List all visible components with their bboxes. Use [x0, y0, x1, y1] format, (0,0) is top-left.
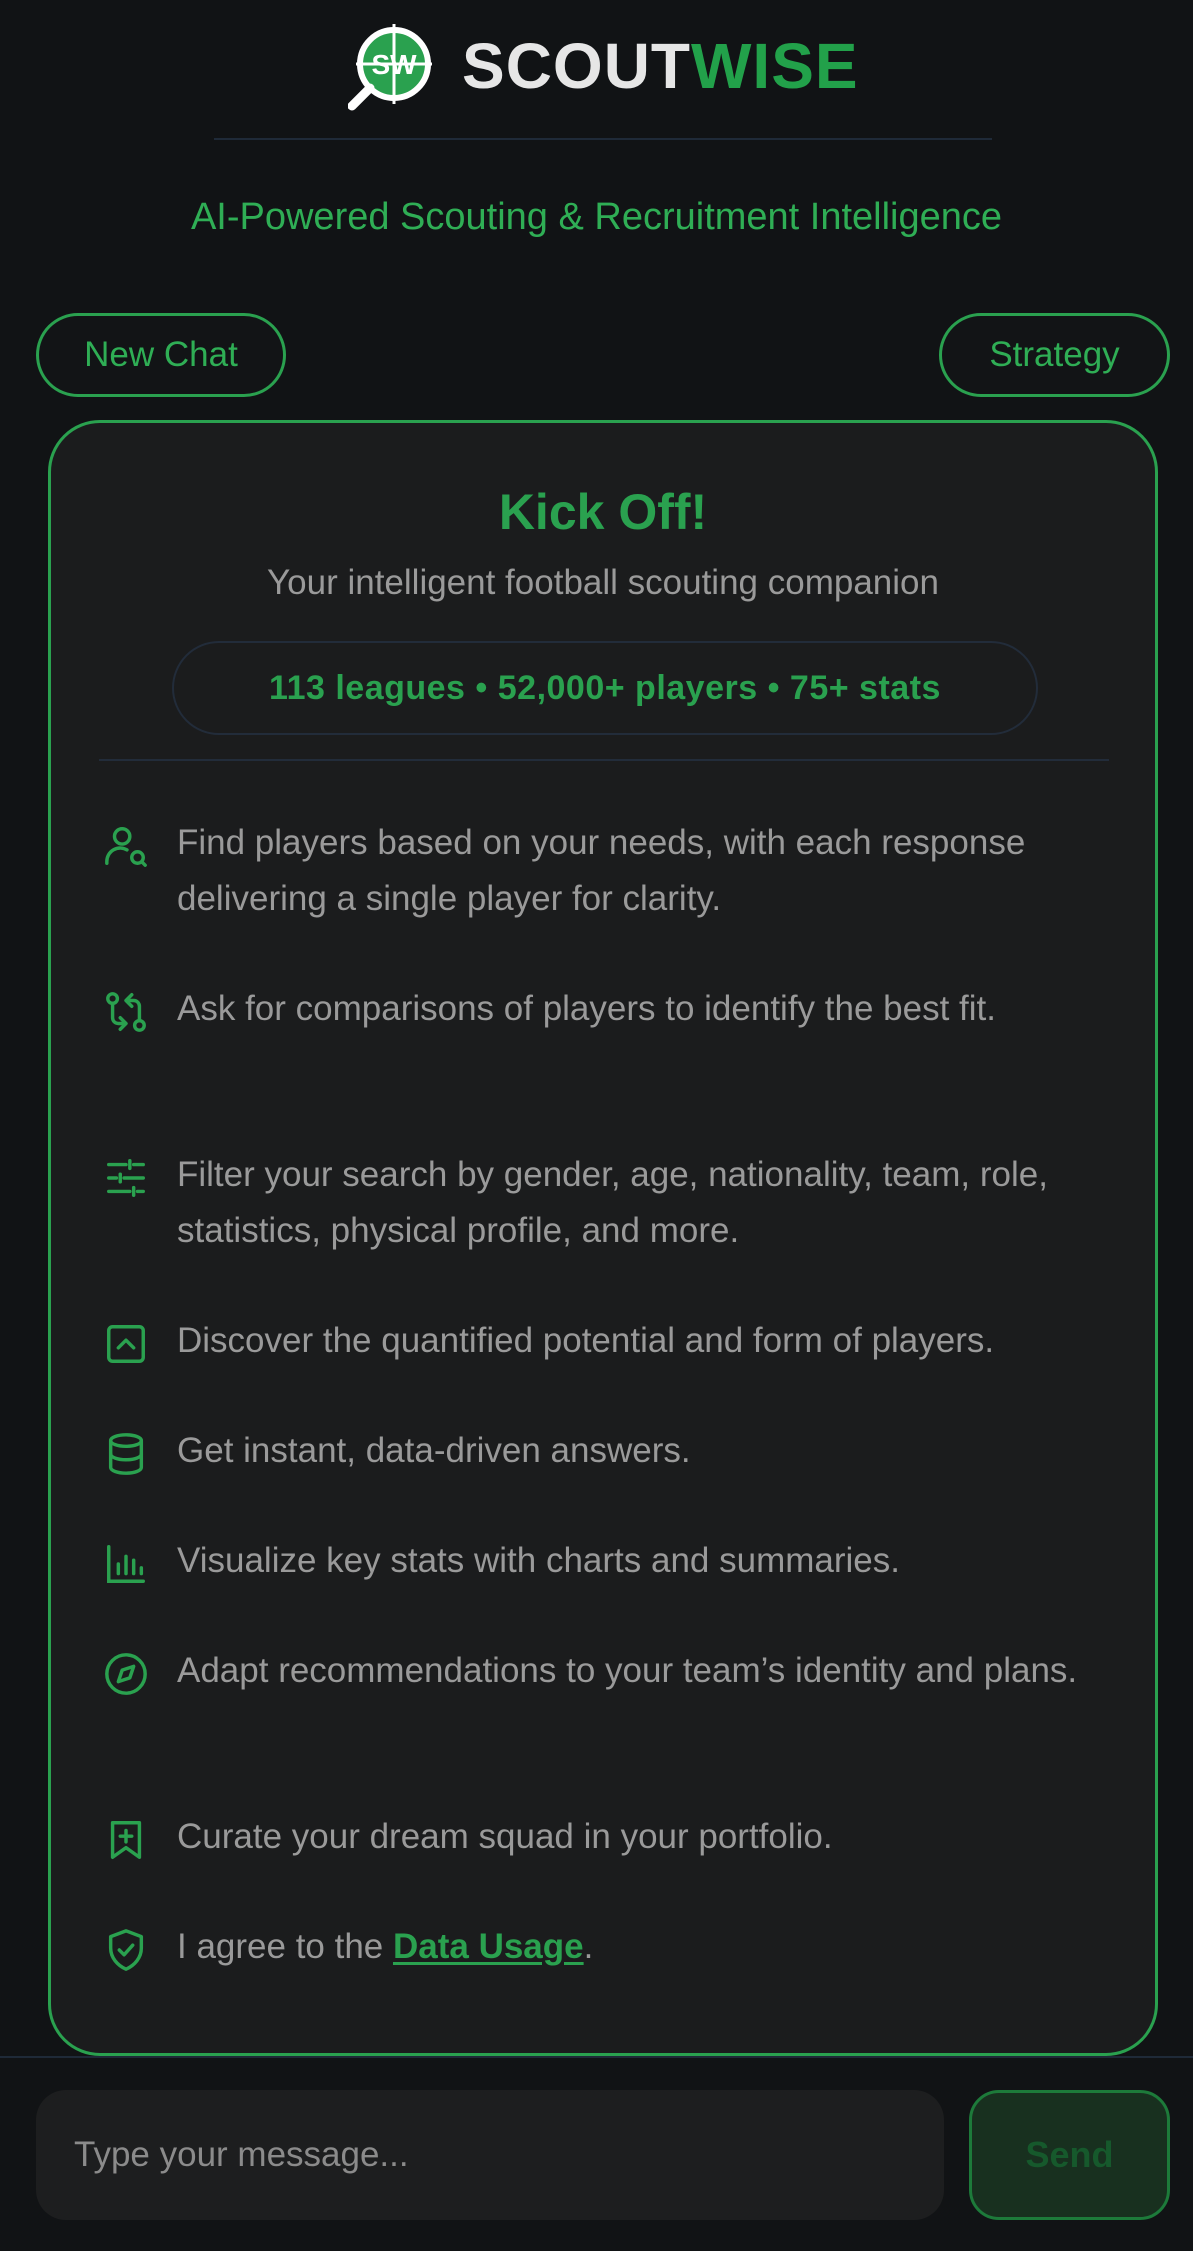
send-button[interactable]: Send: [969, 2090, 1170, 2220]
feature-text: Discover the quantified potential and form of players.: [177, 1321, 995, 1360]
new-chat-button[interactable]: New Chat: [36, 313, 286, 397]
feature-text: Adapt recommendations to your team’s identity and plans.: [177, 1651, 1078, 1690]
feature-item-answers: [103, 1423, 1143, 1479]
feature-item-adapt: [103, 1643, 1143, 1699]
tagline: AI-Powered Scouting & Recruitment Intelligence: [190, 196, 1003, 238]
feature-item-find-players: [103, 815, 1143, 927]
sliders-icon: [103, 1155, 149, 1201]
feature-text: Curate your dream squad in your portfolio.: [177, 1817, 833, 1856]
bookmark-plus-icon: [103, 1817, 149, 1863]
card-divider: [99, 759, 1109, 761]
feature-item-compare: [103, 981, 1143, 1037]
welcome-subtitle: Your intelligent football scouting companion: [267, 563, 939, 602]
app-header: [0, 0, 1193, 238]
feature-item-portfolio: [103, 1809, 1143, 1865]
svg-text:SW: SW: [371, 49, 417, 80]
header-divider: [214, 138, 992, 140]
message-input[interactable]: [36, 2090, 944, 2220]
agreement-prefix: I agree to the: [177, 1927, 393, 1966]
feature-text: Filter your search by gender, age, nationality, team, role, statistics, physical profile, and more.: [177, 1155, 1048, 1250]
shield-check-icon: [103, 1927, 149, 1973]
brand-name-part2: WISE: [691, 30, 859, 102]
welcome-title: Kick Off!: [498, 484, 708, 540]
feature-text: Ask for comparisons of players to identify the best fit.: [177, 989, 996, 1028]
data-usage-agreement: [103, 1919, 1143, 1975]
stats-badge: 113 leagues • 52,000+ players • 75+ stats: [172, 641, 1038, 735]
agreement-suffix: .: [583, 1927, 594, 1966]
data-usage-link[interactable]: Data Usage: [392, 1927, 584, 1966]
feature-item-filter: [103, 1147, 1143, 1259]
feature-text: Get instant, data-driven answers.: [177, 1431, 691, 1470]
brand-name: [462, 20, 859, 112]
composer-divider: [0, 2056, 1193, 2058]
feature-text: Visualize key stats with charts and summaries.: [177, 1541, 900, 1580]
compare-arrows-icon: [103, 989, 149, 1035]
user-search-icon: [103, 823, 149, 869]
agreement-text: [177, 1919, 1097, 1975]
welcome-card: [48, 420, 1158, 2056]
compass-icon: [103, 1651, 149, 1697]
strategy-button[interactable]: Strategy: [939, 313, 1170, 397]
magnifier-logo-icon: [348, 20, 432, 112]
bar-chart-icon: [103, 1541, 149, 1587]
feature-item-visualize: [103, 1533, 1143, 1589]
chevron-up-square-icon: [103, 1321, 149, 1367]
feature-text: Find players based on your needs, with each response delivering a single player for clarity.: [177, 823, 1026, 918]
database-icon: [103, 1431, 149, 1477]
feature-item-potential: [103, 1313, 1143, 1369]
brand-logo: [348, 20, 859, 112]
brand-name-part1: SCOUT: [462, 30, 691, 102]
